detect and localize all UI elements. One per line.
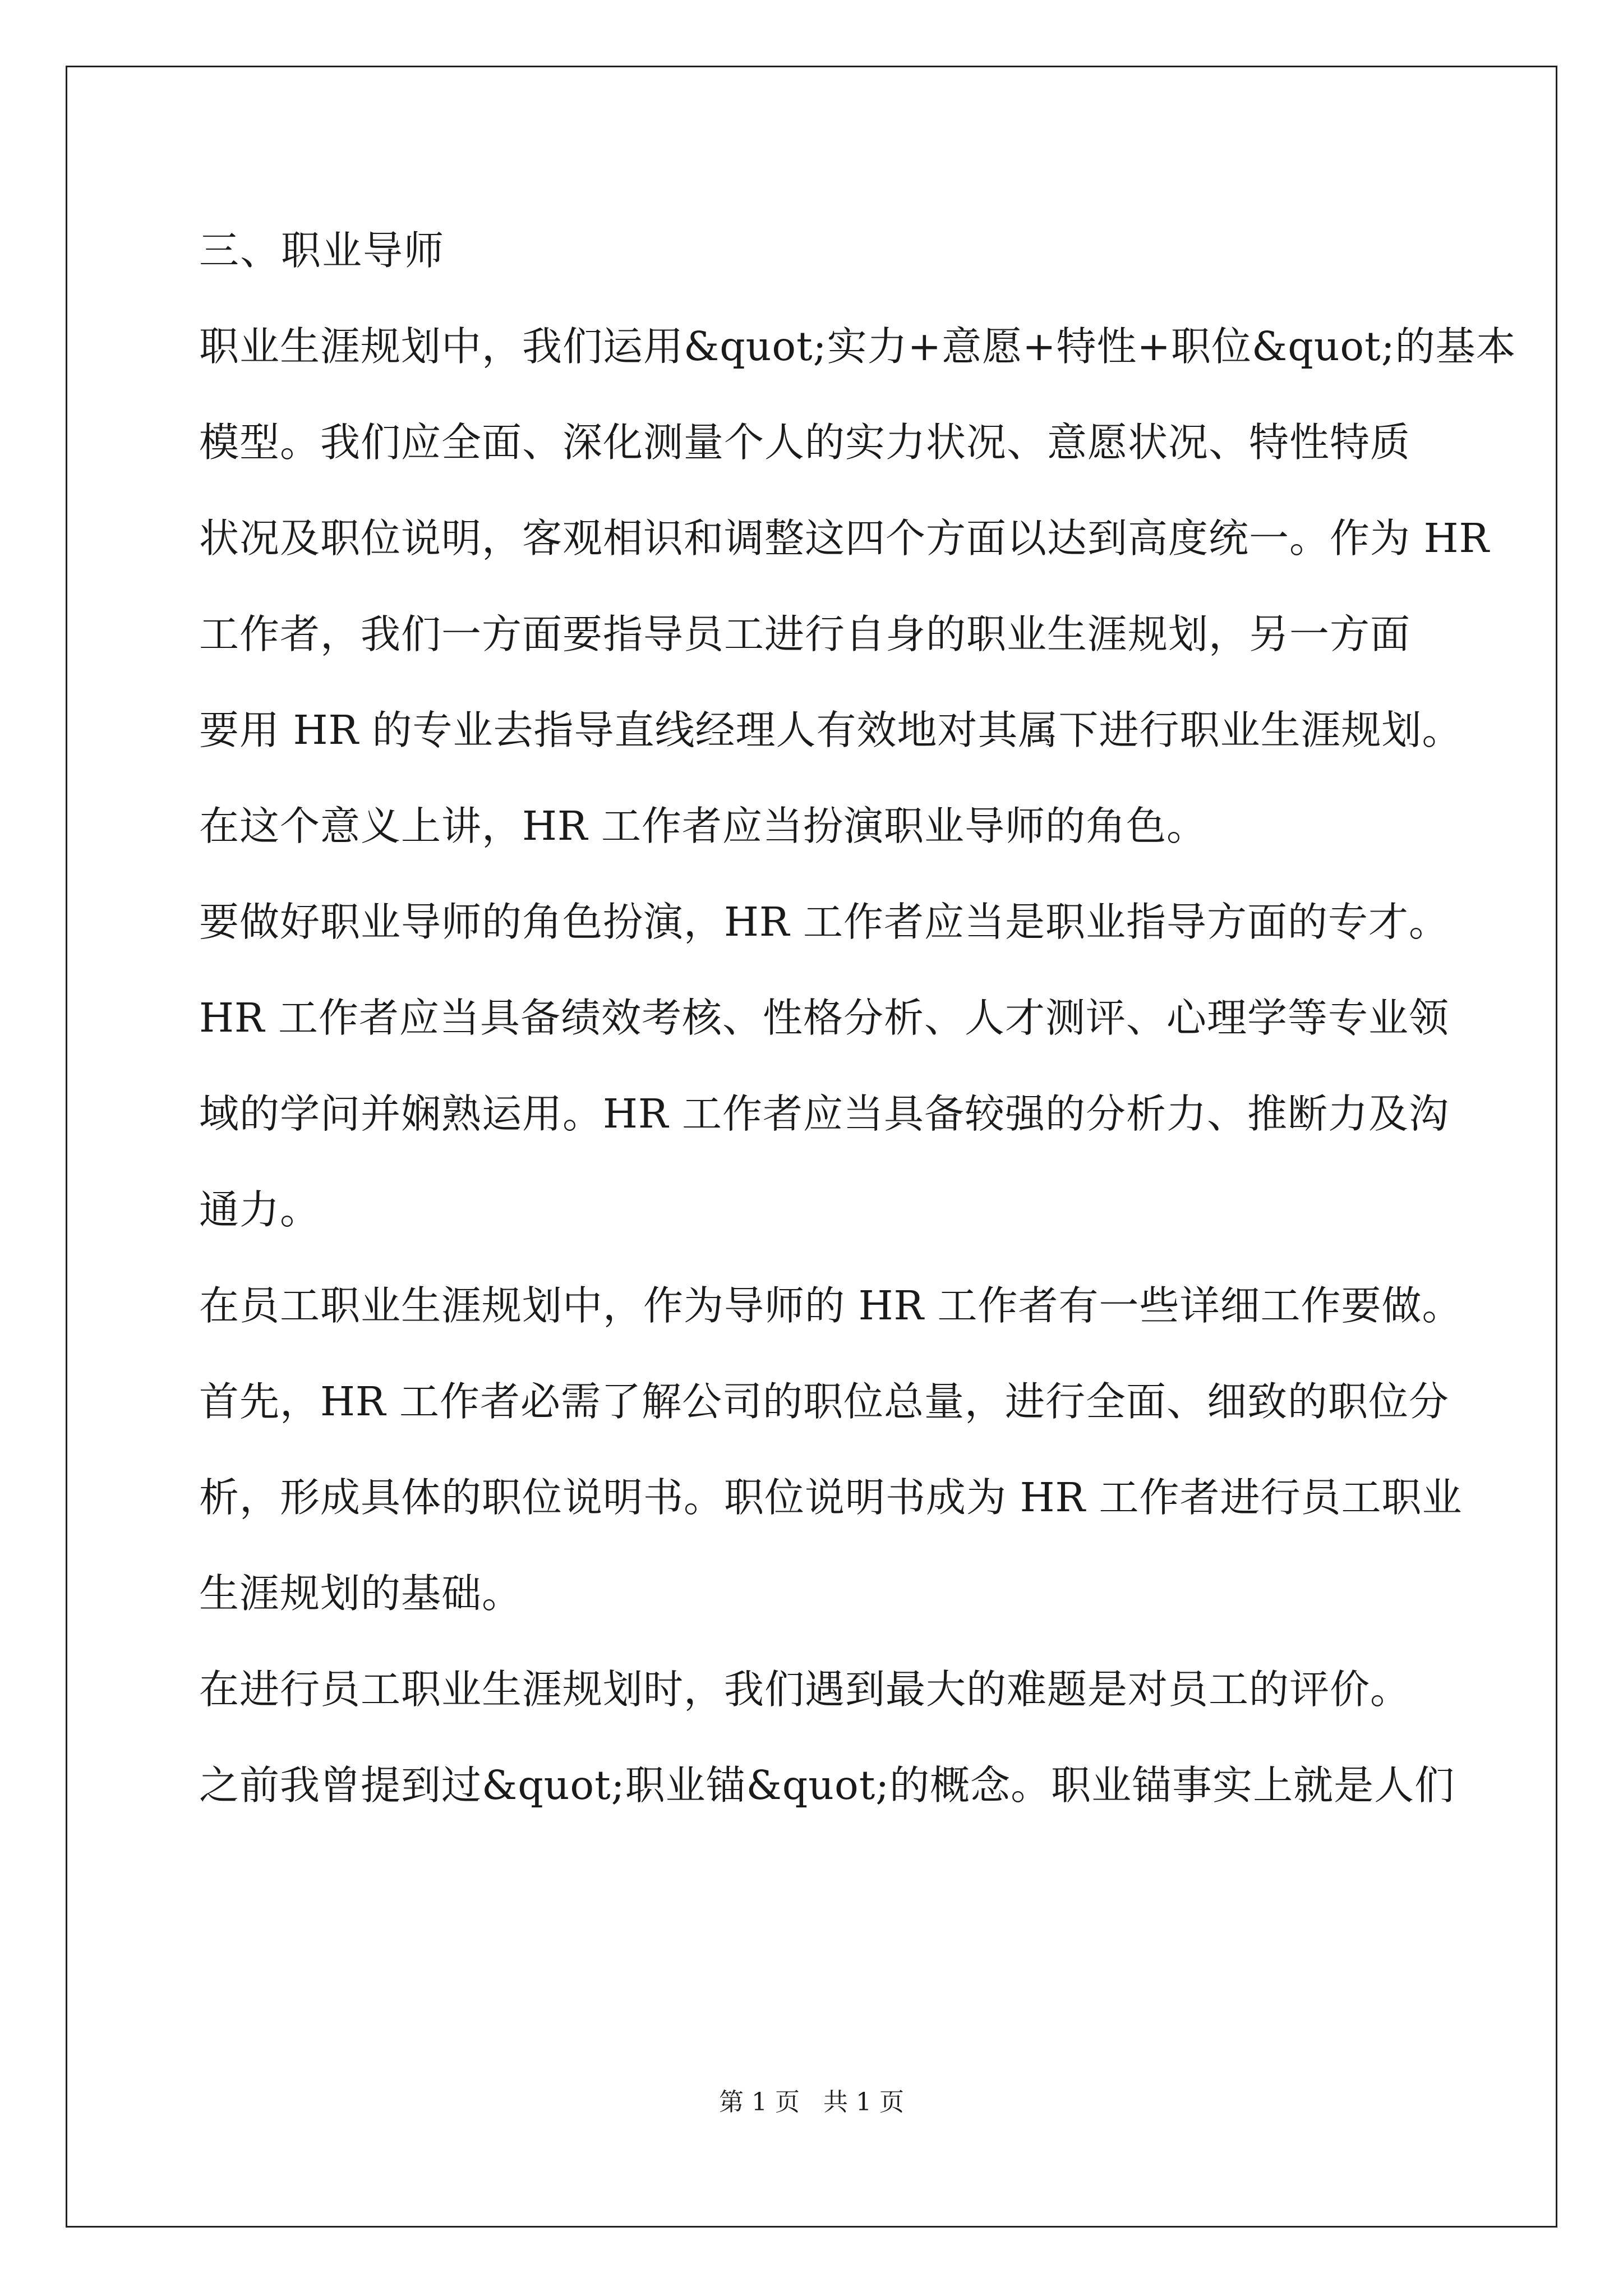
text-line: 析，形成具体的职位说明书。职位说明书成为 HR 工作者进行员工职业	[199, 1474, 1463, 1521]
text-line: 模型。我们应全面、深化测量个人的实力状况、意愿状况、特性特质	[199, 419, 1411, 466]
section-heading: 三、职业导师	[199, 227, 445, 274]
text-line: 通力。	[199, 1186, 321, 1233]
text-line: 域的学问并娴熟运用。HR 工作者应当具备较强的分析力、推断力及沟	[199, 1091, 1449, 1137]
text-line: 生涯规划的基础。	[199, 1570, 523, 1617]
document-body	[199, 220, 1516, 1851]
text-line: 要做好职业导师的角色扮演，HR 工作者应当是职业指导方面的专才。	[199, 899, 1449, 945]
text-line: 工作者，我们一方面要指导员工进行自身的职业生涯规划，另一方面	[199, 611, 1411, 657]
text-line: 之前我曾提到过&quot;职业锚&quot;的概念。职业锚事实上就是人们	[199, 1762, 1455, 1809]
text-line: 要用 HR 的专业去指导直线经理人有效地对其属下进行职业生涯规划。	[199, 707, 1463, 753]
page-total: 共 1 页	[823, 2088, 904, 2116]
text-line: 职业生涯规划中，我们运用&quot;实力+意愿+特性+职位&quot;的基本	[199, 323, 1516, 370]
page-number: 第 1 页	[719, 2088, 800, 2116]
text-line: 首先，HR 工作者必需了解公司的职位总量，进行全面、细致的职位分	[199, 1378, 1449, 1425]
text-line: HR 工作者应当具备绩效考核、性格分析、人才测评、心理学等专业领	[199, 995, 1449, 1041]
text-line: 在这个意义上讲，HR 工作者应当扮演职业导师的角色。	[199, 803, 1207, 849]
text-line: 在进行员工职业生涯规划时，我们遇到最大的难题是对员工的评价。	[199, 1666, 1411, 1713]
text-line: 状况及职位说明，客观相识和调整这四个方面以达到高度统一。作为 HR	[199, 515, 1490, 562]
text-line: 在员工职业生涯规划中，作为导师的 HR 工作者有一些详细工作要做。	[199, 1282, 1463, 1329]
page-footer	[0, 2086, 1623, 2119]
